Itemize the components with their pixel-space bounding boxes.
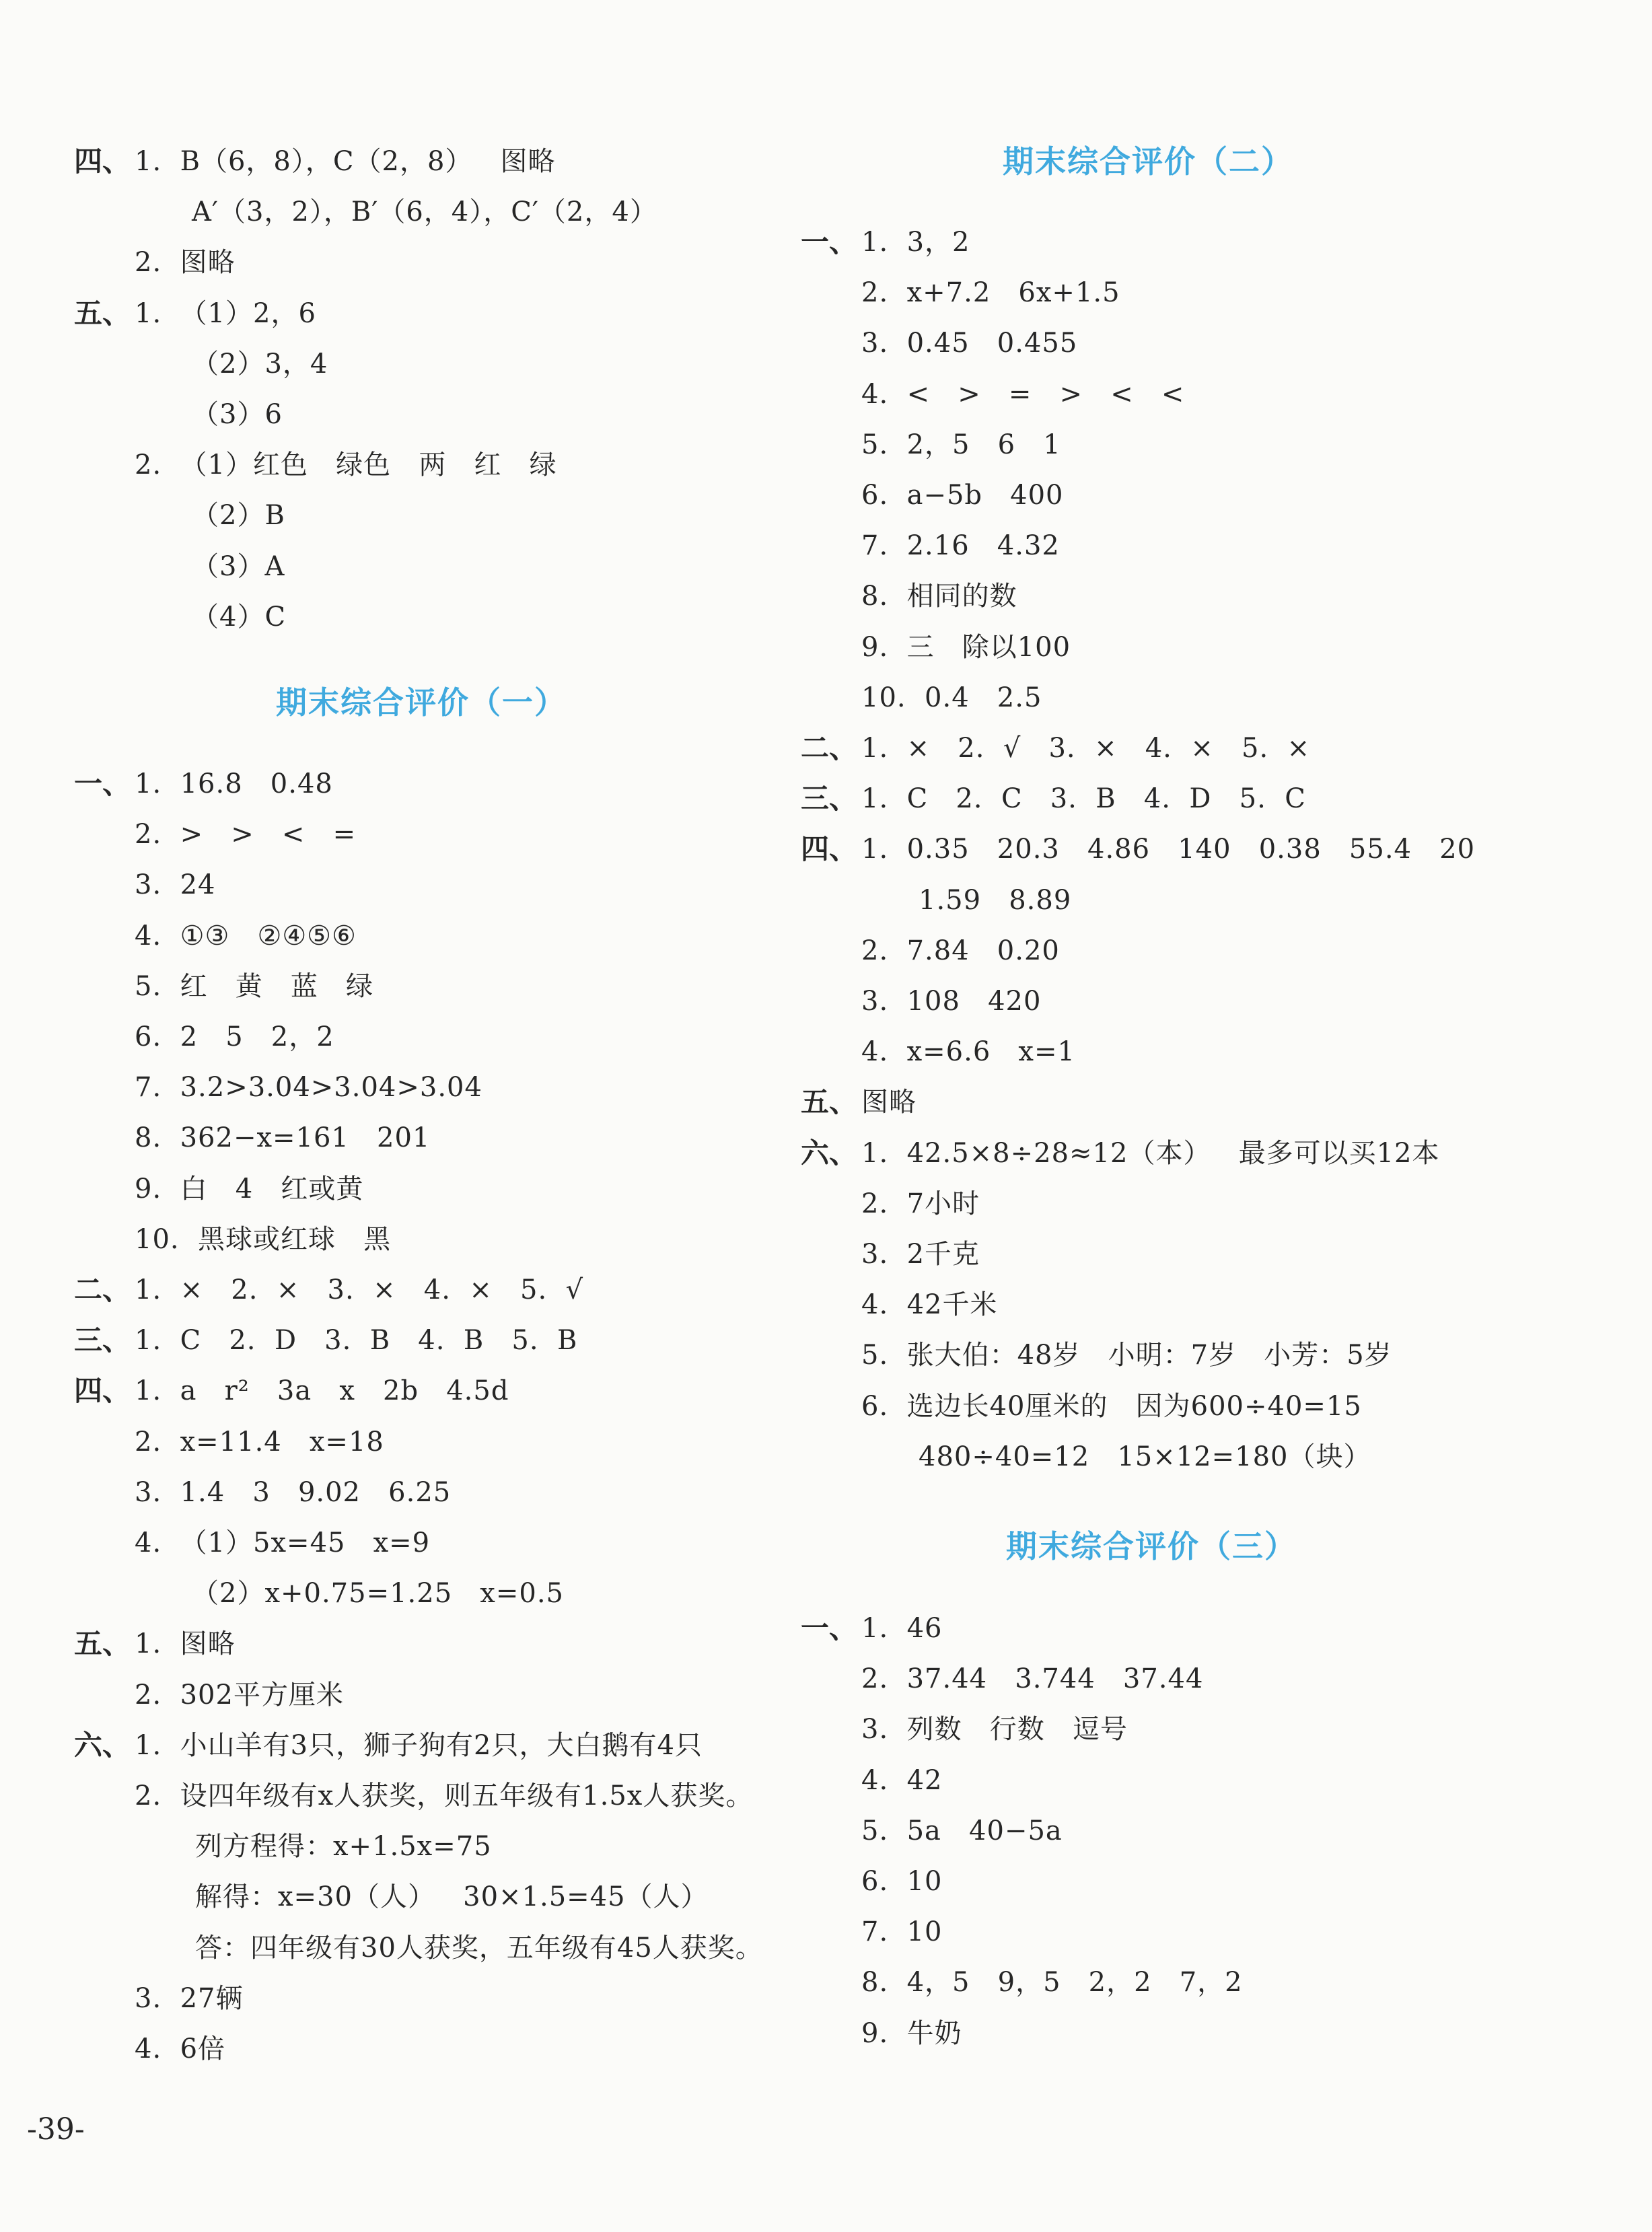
answer-line: （2）x+0.75=1.25 x=0.5 (192, 1578, 564, 1610)
section-label: 五、 (74, 296, 131, 330)
answer-line: 4. x=6.6 x=1 (861, 1036, 1075, 1068)
answer-line: 列方程得：x+1.5x=75 (195, 1831, 492, 1863)
answer-line: 4. ①③ ②④⑤⑥ (135, 920, 357, 951)
answer-line: 2. 7小时 (861, 1188, 980, 1219)
answer-line: 1. a r² 3a x 2b 4.5d (135, 1375, 509, 1407)
answer-line: 1. 3，2 (861, 227, 970, 258)
answer-line: 10. 0.4 2.5 (861, 682, 1042, 713)
answer-line: 图略 (861, 1087, 917, 1118)
answer-line: 2. （1）红色 绿色 两 红 绿 (135, 449, 557, 481)
answer-line: 6. 选边长40厘米的 因为600÷40=15 (861, 1390, 1362, 1422)
answer-line: 6. a−5b 400 (861, 480, 1064, 511)
answer-line: 3. 2千克 (861, 1239, 980, 1270)
answer-line: 2. x+7.2 6x+1.5 (861, 277, 1120, 309)
answer-line: 1. 图略 (135, 1628, 236, 1660)
answer-line: （3）A (192, 550, 285, 582)
answer-line: 1. 46 (861, 1613, 943, 1644)
section-title: 期末综合评价（三） (1006, 1528, 1297, 1564)
answer-line: A′（3，2），B′（6，4），C′（2，4） (192, 196, 657, 228)
answer-line: 1. C 2. D 3. B 4. B 5. B (135, 1325, 578, 1357)
section-label: 五、 (801, 1085, 858, 1119)
answer-line: 4. 6倍 (135, 2033, 226, 2064)
section-title: 期末综合评价（二） (1003, 143, 1293, 180)
answer-line: 1. （1）2，6 (135, 297, 316, 329)
answer-line: 10. 黑球或红球 黑 (135, 1223, 392, 1255)
answer-line: （2）3，4 (192, 348, 328, 380)
answer-line: 8. 4，5 9，5 2，2 7，2 (861, 1967, 1243, 1999)
answer-line: 6. 2 5 2，2 (135, 1021, 334, 1052)
answer-line: 5. 5a 40−5a (861, 1815, 1063, 1846)
section-label: 六、 (801, 1136, 858, 1169)
answer-line: 9. 三 除以100 (861, 631, 1071, 663)
answer-line: （3）6 (192, 399, 283, 430)
section-label: 三、 (74, 1324, 131, 1357)
answer-line: 2. > > < = (135, 819, 357, 851)
answer-line: （4）C (192, 601, 287, 633)
section-label: 四、 (801, 832, 858, 866)
section-label: 一、 (801, 225, 858, 258)
answer-line: 4. < > = > < < (861, 378, 1185, 410)
answer-line: 5. 2，5 6 1 (861, 429, 1061, 460)
answer-line: 3. 列数 行数 逗号 (861, 1714, 1128, 1745)
answer-line: 解得：x=30（人） 30×1.5=45（人） (195, 1881, 709, 1913)
answer-line: 2. 302平方厘米 (135, 1679, 344, 1711)
section-label: 三、 (801, 782, 858, 816)
section-label: 一、 (74, 767, 131, 800)
answer-line: 1. × 2. × 3. × 4. × 5. √ (135, 1274, 584, 1305)
answer-line: 3. 1.4 3 9.02 6.25 (135, 1476, 452, 1508)
answer-line: 9. 牛奶 (861, 2017, 962, 2049)
section-label: 六、 (74, 1728, 131, 1762)
answer-line: 1. 0.35 20.3 4.86 140 0.38 55.4 20 (861, 834, 1476, 865)
section-label: 五、 (74, 1627, 131, 1661)
page-number: -39- (27, 2112, 85, 2147)
answer-line: 9. 白 4 红或黄 (135, 1173, 364, 1204)
answer-line: 8. 相同的数 (861, 581, 1017, 612)
answer-line: 5. 张大伯：48岁 小明：7岁 小芳：5岁 (861, 1340, 1392, 1371)
answer-line: 4. （1）5x=45 x=9 (135, 1527, 431, 1558)
answer-line: 6. 10 (861, 1866, 943, 1897)
answer-line: 1. × 2. √ 3. × 4. × 5. × (861, 733, 1311, 764)
section-title: 期末综合评价（一） (276, 684, 567, 721)
answer-line: 1. B（6，8），C（2，8） 图略 (135, 146, 556, 177)
answer-line: （2）B (192, 500, 285, 532)
answer-line: 4. 42 (861, 1764, 943, 1796)
section-label: 二、 (74, 1273, 131, 1306)
answer-line: 8. 362−x=161 201 (135, 1122, 431, 1154)
answer-line: 3. 27辆 (135, 1982, 244, 2014)
answer-line: 3. 24 (135, 869, 216, 901)
answer-line: 2. 图略 (135, 247, 236, 279)
answer-line: 1. 42.5×8÷28≈12（本） 最多可以买12本 (861, 1137, 1440, 1169)
answer-line: 1. 小山羊有3只，狮子狗有2只，大白鹅有4只 (135, 1729, 703, 1761)
answer-line: 答：四年级有30人获奖，五年级有45人获奖。 (195, 1932, 763, 1964)
answer-line: 3. 0.45 0.455 (861, 328, 1078, 359)
answer-line: 3. 108 420 (861, 986, 1042, 1017)
answer-line: 7. 3.2>3.04>3.04>3.04 (135, 1072, 482, 1104)
answer-line: 4. 42千米 (861, 1289, 998, 1321)
answer-line: 1. 16.8 0.48 (135, 768, 333, 799)
section-label: 二、 (801, 731, 858, 764)
answer-line: 2. 设四年级有x人获奖，则五年级有1.5x人获奖。 (135, 1780, 754, 1811)
answer-line: 7. 2.16 4.32 (861, 530, 1060, 562)
section-label: 四、 (74, 1374, 131, 1408)
section-label: 四、 (74, 145, 131, 178)
answer-line: 2. 37.44 3.744 37.44 (861, 1663, 1204, 1695)
answer-line: 5. 红 黄 蓝 绿 (135, 970, 374, 1002)
answer-line: 2. x=11.4 x=18 (135, 1426, 384, 1457)
answer-line: 7. 10 (861, 1916, 943, 1948)
answer-line: 2. 7.84 0.20 (861, 935, 1060, 966)
answer-line: 1. C 2. C 3. B 4. D 5. C (861, 783, 1306, 815)
section-label: 一、 (801, 1612, 858, 1645)
answer-line: 480÷40=12 15×12=180（块） (919, 1441, 1371, 1472)
answer-line: 1.59 8.89 (919, 884, 1072, 916)
